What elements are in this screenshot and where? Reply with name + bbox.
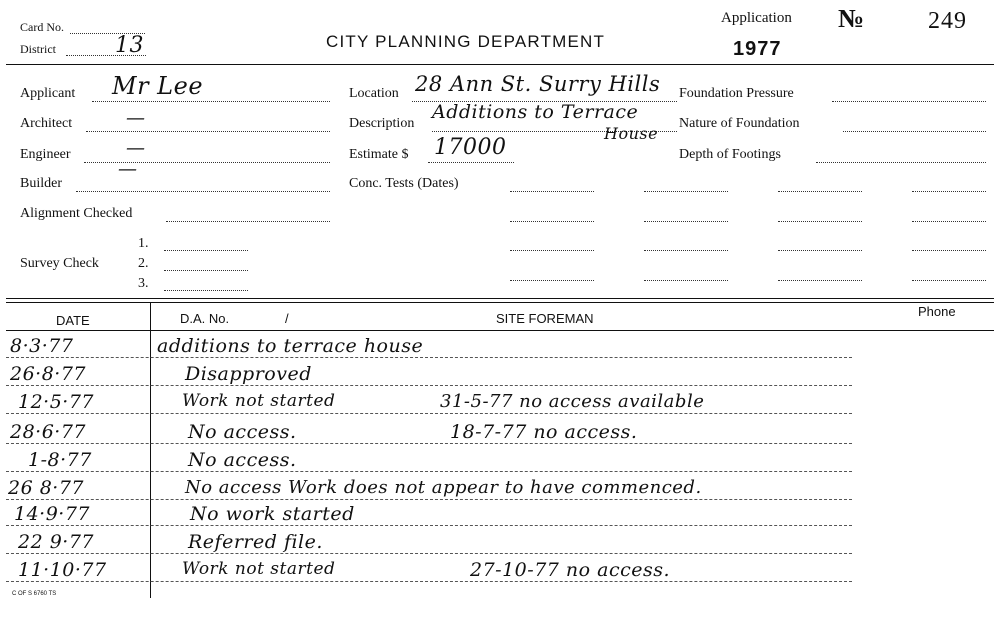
survey-line-1: [164, 250, 248, 251]
phone-header: Phone: [918, 304, 956, 319]
row-line-2: [6, 385, 852, 386]
row-entry-9: Work not started: [182, 559, 336, 579]
conc-line-2a: [510, 221, 594, 222]
row-entry-7: No work started: [190, 503, 355, 525]
builder-label: Builder: [20, 176, 62, 191]
row-line-4: [6, 443, 852, 444]
estimate-line: [428, 162, 514, 163]
engineer-value: —: [126, 137, 146, 159]
alignment-label: Alignment Checked: [20, 206, 133, 221]
conc-line-3d: [912, 250, 986, 251]
row-entry-8: Referred file.: [188, 531, 323, 553]
conc-line-1a: [510, 191, 594, 192]
row-line-6: [6, 499, 852, 500]
row-date-6: 26 8·77: [8, 477, 85, 499]
row-date-3: 12·5·77: [18, 391, 95, 413]
architect-value: —: [126, 107, 146, 129]
table-top-rule-1: [6, 298, 994, 299]
applicant-line: [92, 101, 330, 102]
row-date-9: 11·10·77: [18, 559, 107, 581]
row-date-4: 28·6·77: [10, 421, 87, 443]
description-value: Additions to Terrace: [432, 101, 639, 123]
row-entry-6: No access Work does not appear to have commenced.: [185, 477, 702, 498]
card-no-label: Card No.: [20, 20, 64, 34]
row-entry-4b: 18-7-77 no access.: [450, 421, 638, 443]
row-line-3: [6, 413, 852, 414]
builder-value: —: [118, 158, 138, 180]
conc-line-3a: [510, 250, 594, 251]
row-entry-4: No access.: [188, 421, 297, 443]
row-line-9: [6, 581, 852, 582]
header-divider: [6, 64, 994, 65]
alignment-line: [166, 221, 330, 222]
district-value: 13: [115, 33, 144, 58]
row-entry-5: No access.: [188, 449, 297, 471]
conc-line-2c: [778, 221, 862, 222]
architect-label: Architect: [20, 116, 73, 131]
survey-line-3: [164, 290, 248, 291]
application-label: Application: [721, 10, 792, 26]
application-year: 1977: [733, 38, 782, 60]
applicant-label: Applicant: [20, 86, 76, 101]
survey-num-2: 2.: [138, 256, 149, 271]
survey-label: Survey Check: [20, 256, 99, 271]
conc-line-4d: [912, 280, 986, 281]
description-label: Description: [349, 116, 415, 131]
number-symbol: №: [838, 4, 865, 33]
row-line-1: [6, 357, 852, 358]
location-value: 28 Ann St. Surry Hills: [415, 72, 661, 96]
row-entry-9b: 27-10-77 no access.: [470, 559, 671, 581]
survey-num-3: 3.: [138, 276, 149, 291]
table-top-rule-2: [6, 302, 994, 303]
conc-line-4c: [778, 280, 862, 281]
depth-footings-line: [816, 162, 986, 163]
survey-num-1: 1.: [138, 236, 149, 251]
row-date-7: 14·9·77: [14, 503, 91, 525]
applicant-value: Mr Lee: [112, 72, 204, 100]
form-code: C OF S 6760 TS: [12, 591, 57, 597]
conc-tests-label: Conc. Tests (Dates): [349, 176, 459, 191]
row-line-7: [6, 525, 852, 526]
row-date-5: 1-8·77: [28, 449, 92, 471]
da-value: /: [285, 311, 289, 326]
architect-line: [86, 131, 330, 132]
foundation-pressure-line: [832, 101, 986, 102]
row-entry-1: additions to terrace house: [157, 335, 424, 357]
row-date-2: 26·8·77: [10, 363, 87, 385]
description-value-2: House: [604, 124, 659, 143]
row-line-8: [6, 553, 852, 554]
nature-foundation-label: Nature of Foundation: [679, 116, 800, 131]
row-line-5: [6, 471, 852, 472]
conc-line-1d: [912, 191, 986, 192]
application-number: 249: [928, 8, 967, 34]
row-entry-3b: 31-5-77 no access available: [440, 391, 705, 412]
estimate-label: Estimate $: [349, 147, 409, 162]
row-entry-2: Disapproved: [185, 363, 312, 385]
conc-line-2d: [912, 221, 986, 222]
survey-line-2: [164, 270, 248, 271]
foundation-pressure-label: Foundation Pressure: [679, 86, 794, 101]
da-header: D.A. No.: [180, 311, 230, 326]
row-date-1: 8·3·77: [10, 335, 74, 357]
builder-line: [76, 191, 330, 192]
engineer-label: Engineer: [20, 147, 71, 162]
conc-line-1b: [644, 191, 728, 192]
row-entry-3: Work not started: [182, 391, 336, 411]
nature-foundation-line: [843, 131, 986, 132]
conc-line-3c: [778, 250, 862, 251]
conc-line-4b: [644, 280, 728, 281]
conc-line-2b: [644, 221, 728, 222]
conc-line-4a: [510, 280, 594, 281]
depth-footings-label: Depth of Footings: [679, 147, 781, 162]
date-header: DATE: [56, 313, 90, 328]
estimate-value: 17000: [434, 135, 507, 160]
table-header-rule: [6, 330, 994, 331]
site-foreman-header: SITE FOREMAN: [496, 311, 594, 326]
conc-line-3b: [644, 250, 728, 251]
conc-line-1c: [778, 191, 862, 192]
location-label: Location: [349, 86, 399, 101]
district-label: District: [20, 42, 56, 56]
page-title: CITY PLANNING DEPARTMENT: [326, 32, 606, 51]
row-date-8: 22 9·77: [18, 531, 95, 553]
